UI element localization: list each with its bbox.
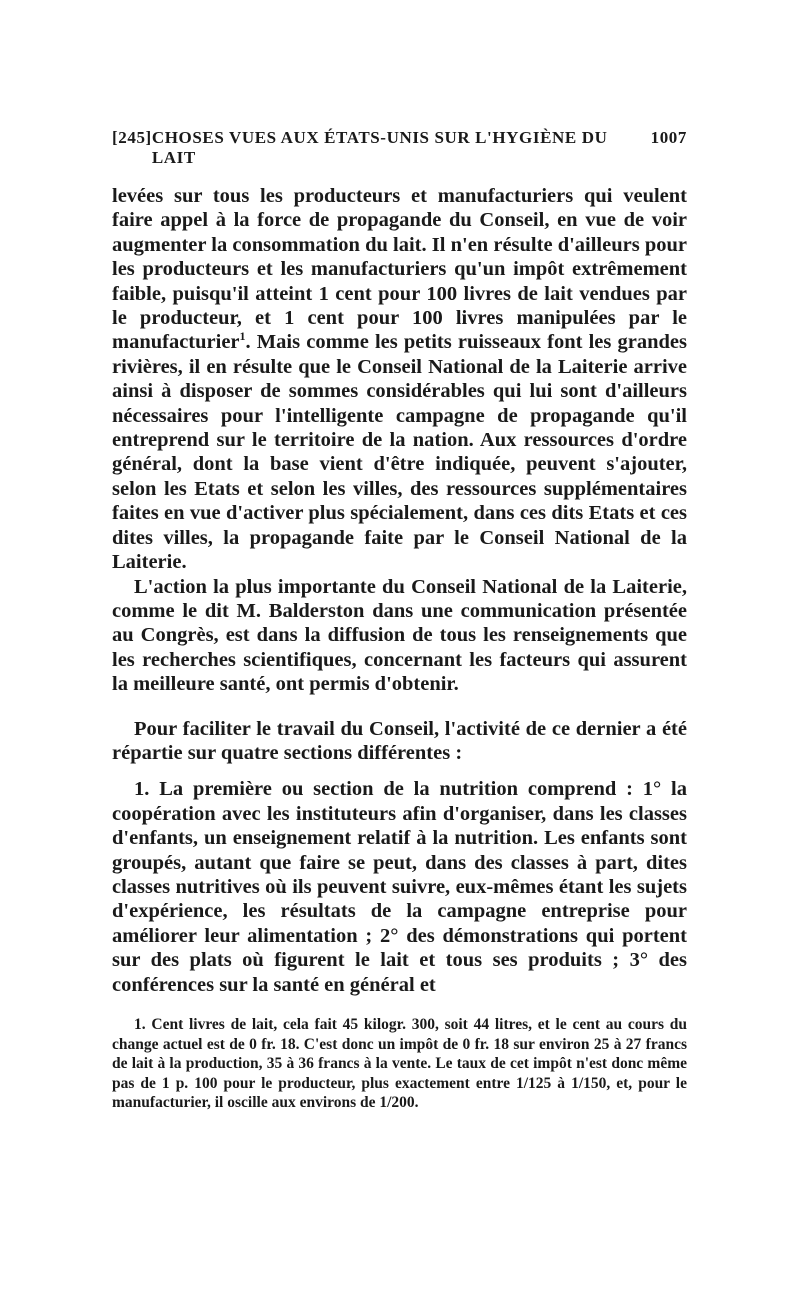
- running-header: [112, 128, 687, 168]
- paragraph-4: 1. La première ou section de la nutrition comprend : 1° la coopération avec les instituteurs afin d'organiser, dans les classes d'enfants, un enseignement relatif à la nutrition. Les enfants sont groupés, autant que faire se peut, dans des classes à part, dites classes nutritives où ils peuvent suivre, eux-mêmes étant les sujets d'expérience, les résultats de la campagne entreprise pour améliorer leur alimentation ; 2° des démonstrations qui portent sur des plats où figurent le lait et tous ses produits ; 3° des conférences sur la santé en général et: [112, 778, 687, 996]
- header-title: CHOSES VUES AUX ÉTATS-UNIS SUR L'HYGIÈNE DU LAIT: [151, 128, 608, 167]
- footnote-reference: 1: [239, 329, 246, 344]
- paragraph-3: Pour faciliter le travail du Conseil, l'activité de ce dernier a été répartie sur quatre sections différentes :: [112, 717, 687, 764]
- paragraph-1: [112, 184, 687, 575]
- paragraph-2: L'action la plus importante du Conseil National de la Laiterie, comme le dit M. Balderston dans une communication présentée au Congrès, est dans la diffusion de tous les renseignements que les recherches scientifiques, concernant les facteurs qui assurent la meilleure santé, ont permis d'obtenir.: [112, 575, 687, 696]
- document-page: [112, 128, 687, 1113]
- footnote: 1. Cent livres de lait, cela fait 45 kilogr. 300, soit 44 litres, et le cent au cours du change actuel est de 0 fr. 18. C'est donc un impôt de 0 fr. 18 sur environ 25 à 27 francs de lait à la production, 35 à 36 francs à la vente. Le taux de cet impôt n'est donc même pas de 1 p. 100 pour le producteur, plus exactement entre 1/125 à 1/150, et, pour le manufacturier, il oscille aux environs de 1/200.: [112, 1016, 687, 1112]
- header-page-number: 1007: [650, 128, 687, 147]
- paragraph-1-text-before: levées sur tous les producteurs et manufacturiers qui veulent faire appel à la force de propagande du Conseil, en vue de voir augmenter la consommation du lait. Il n'en résulte d'ailleurs pour les producteurs et les manufacturiers qu'un impôt extrêmement faible, puisqu'il atteint 1 cent pour 100 livres de lait vendues par le producteur, et 1 cent pour 100 livres manipulées par le manufacturier: [112, 185, 687, 354]
- header-page-ref: [245]: [112, 128, 152, 147]
- paragraph-1-text-after: . Mais comme les petits ruisseaux font les grandes rivières, il en résulte que le Conseil National de la Laiterie arrive ainsi à disposer de sommes considérables qui lui sont d'ailleurs nécessaires pour l'intelligente campagne de propagande qu'il entreprend sur le territoire de la nation. Aux ressources d'ordre général, dont la base vient d'être indiquée, peuvent s'ajouter, selon les Etats et selon les villes, des ressources supplémentaires faites en vue d'activer plus spécialement, dans ces dits Etats et ces dites villes, la propagande faite par le Conseil National de la Laiterie.: [112, 331, 687, 574]
- body-text: [112, 184, 687, 997]
